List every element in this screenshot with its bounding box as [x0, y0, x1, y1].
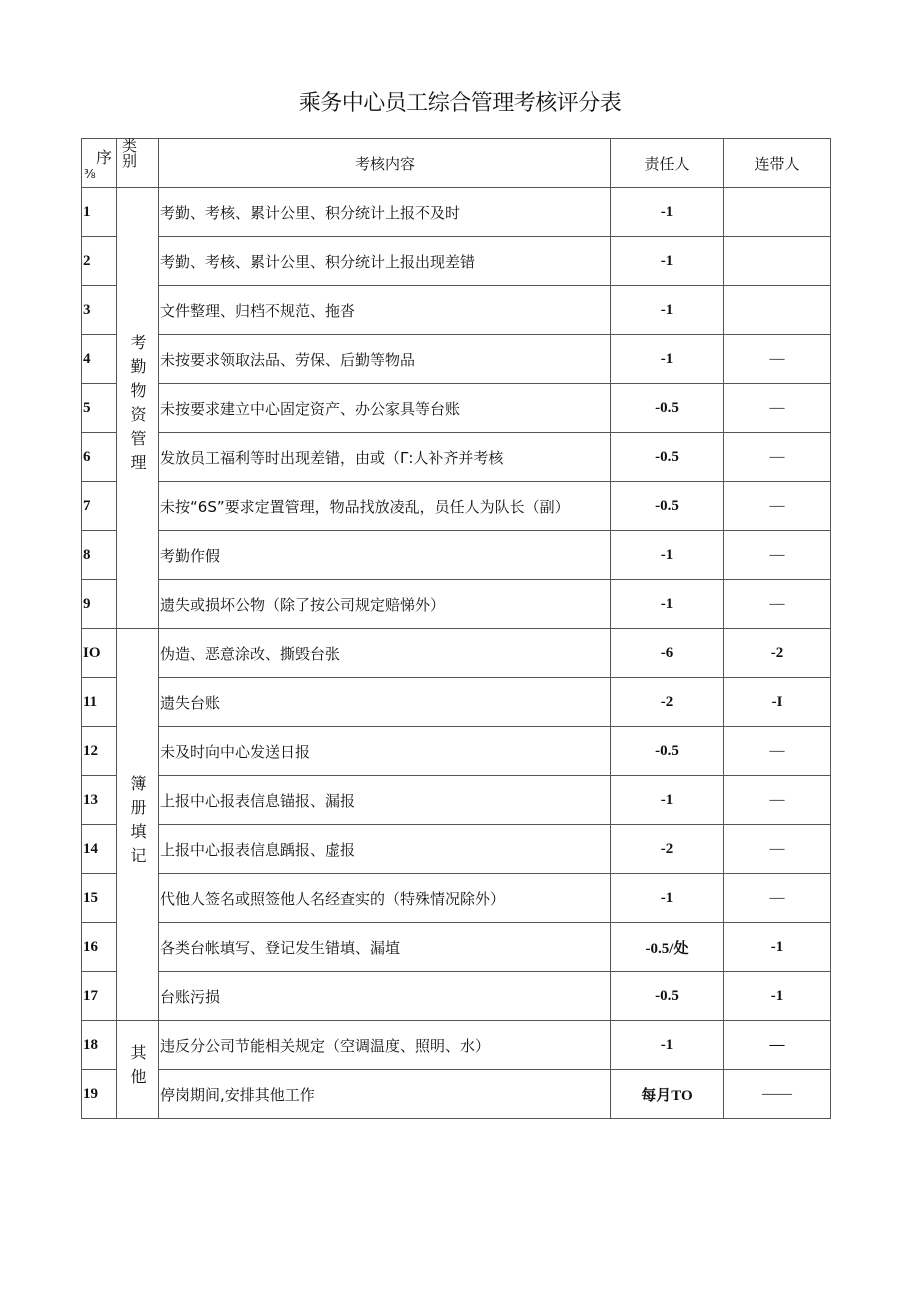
row-responsible-score: -0.5: [611, 384, 724, 433]
row-content: 文件整理、归档不规范、拖沓: [159, 286, 611, 335]
row-content: 台账污损: [159, 972, 611, 1021]
row-content: 考勤、考核、累计公里、积分统计上报出现差错: [159, 237, 611, 286]
row-responsible-score: -0.5: [611, 972, 724, 1021]
header-joint: 连带人: [724, 139, 831, 188]
table-row: [82, 825, 831, 874]
table-row: [82, 629, 831, 678]
table-row: [82, 1021, 831, 1070]
row-joint-score: —: [724, 580, 831, 629]
row-responsible-score: -2: [611, 678, 724, 727]
header-category: [117, 139, 159, 188]
row-joint-score: —: [724, 727, 831, 776]
row-joint-score: -I: [724, 678, 831, 727]
table-row: [82, 433, 831, 482]
table-row: [82, 678, 831, 727]
row-number: 5: [82, 384, 117, 433]
row-content: 未按要求领取法品、劳保、后勤等物品: [159, 335, 611, 384]
category-label: 考勤物资管理: [128, 334, 147, 478]
row-joint-score: —: [724, 874, 831, 923]
table-row: [82, 1070, 831, 1119]
row-responsible-score: -0.5: [611, 727, 724, 776]
assessment-table: [81, 138, 831, 1119]
row-content: 代他人签名或照签他人名经查实的（特殊情况除外）: [159, 874, 611, 923]
row-responsible-score: -0.5: [611, 482, 724, 531]
table-header-row: [82, 139, 831, 188]
category-cell: [117, 188, 159, 629]
row-responsible-score: -1: [611, 874, 724, 923]
row-number: 14: [82, 825, 117, 874]
page-title: 乘务中心员工综合管理考核评分表: [298, 91, 622, 116]
row-joint-score: —: [724, 433, 831, 482]
row-number: 17: [82, 972, 117, 1021]
header-content: 考核内容: [159, 139, 611, 188]
row-responsible-score: -1: [611, 237, 724, 286]
row-content: 未按要求建立中心固定资产、办公家具等台账: [159, 384, 611, 433]
row-content: 考勤、考核、累计公里、积分统计上报不及时: [159, 188, 611, 237]
row-content: 上报中心报表信息锚报、漏报: [159, 776, 611, 825]
table-row: [82, 286, 831, 335]
row-content: 伪造、恶意涂改、撕毁台张: [159, 629, 611, 678]
row-number: 6: [82, 433, 117, 482]
row-content: 未及时向中心发送日报: [159, 727, 611, 776]
row-joint-score: [724, 188, 831, 237]
row-responsible-score: -1: [611, 580, 724, 629]
row-joint-score: —: [724, 825, 831, 874]
row-number: 11: [82, 678, 117, 727]
table-row: [82, 923, 831, 972]
row-number: 8: [82, 531, 117, 580]
table-row: [82, 188, 831, 237]
row-responsible-score: 每月TO: [611, 1070, 724, 1119]
row-number: 9: [82, 580, 117, 629]
row-number: 3: [82, 286, 117, 335]
category-cell: [117, 629, 159, 1021]
table-row: [82, 531, 831, 580]
row-joint-score: —: [724, 482, 831, 531]
row-content: 遗失台账: [159, 678, 611, 727]
row-responsible-score: -1: [611, 531, 724, 580]
table-row: [82, 727, 831, 776]
row-responsible-score: -1: [611, 776, 724, 825]
row-joint-score: —: [724, 384, 831, 433]
row-joint-score: ——: [724, 1070, 831, 1119]
row-content: 遗失或损坏公物（除了按公司规定赔悌外）: [159, 580, 611, 629]
header-seq: [82, 139, 117, 188]
row-responsible-score: -6: [611, 629, 724, 678]
row-number: 4: [82, 335, 117, 384]
header-seq-label: 序: [95, 148, 112, 167]
row-joint-score: -1: [724, 923, 831, 972]
row-number: 12: [82, 727, 117, 776]
row-responsible-score: -2: [611, 825, 724, 874]
row-responsible-score: -1: [611, 188, 724, 237]
row-number: 2: [82, 237, 117, 286]
table-row: [82, 237, 831, 286]
category-cell: [117, 1021, 159, 1119]
row-joint-score: -1: [724, 972, 831, 1021]
table-row: [82, 776, 831, 825]
row-number: 1: [82, 188, 117, 237]
category-label: 簿册填记: [128, 774, 147, 871]
table-row: [82, 972, 831, 1021]
header-seq-sub: ⅜: [84, 167, 96, 181]
row-content: 停岗期间,安排其他工作: [159, 1070, 611, 1119]
row-joint-score: —: [724, 531, 831, 580]
row-content: 上报中心报表信息踽报、虚报: [159, 825, 611, 874]
table-row: [82, 335, 831, 384]
row-joint-score: [724, 237, 831, 286]
row-number: IO: [82, 629, 117, 678]
header-category-label: 类别: [120, 138, 138, 168]
row-number: 7: [82, 482, 117, 531]
row-content: 考勤作假: [159, 531, 611, 580]
header-responsible: 责任人: [611, 139, 724, 188]
row-number: 18: [82, 1021, 117, 1070]
table-row: [82, 384, 831, 433]
row-responsible-score: -0.5/处: [611, 923, 724, 972]
row-number: 19: [82, 1070, 117, 1119]
row-content: 发放员工福利等时出现差错，由或（Γ:人补齐并考核: [159, 433, 611, 482]
row-joint-score: [724, 286, 831, 335]
table-row: [82, 580, 831, 629]
table-row: [82, 482, 831, 531]
table-row: [82, 874, 831, 923]
row-number: 16: [82, 923, 117, 972]
row-content: 各类台帐填写、登记发生错填、漏埴: [159, 923, 611, 972]
row-responsible-score: -0.5: [611, 433, 724, 482]
row-responsible-score: -1: [611, 1021, 724, 1070]
row-joint-score: —: [724, 335, 831, 384]
category-label: 其他: [128, 1043, 147, 1092]
row-number: 15: [82, 874, 117, 923]
row-content: 未按“6S”要求定置管理，物品找放凌乱，员任人为队长（副）: [159, 482, 611, 531]
row-number: 13: [82, 776, 117, 825]
row-joint-score: -2: [724, 629, 831, 678]
row-responsible-score: -1: [611, 286, 724, 335]
row-joint-score: —: [724, 776, 831, 825]
row-responsible-score: -1: [611, 335, 724, 384]
row-joint-score: —: [724, 1021, 831, 1070]
row-content: 违反分公司节能相关规定（空调温度、照明、水）: [159, 1021, 611, 1070]
